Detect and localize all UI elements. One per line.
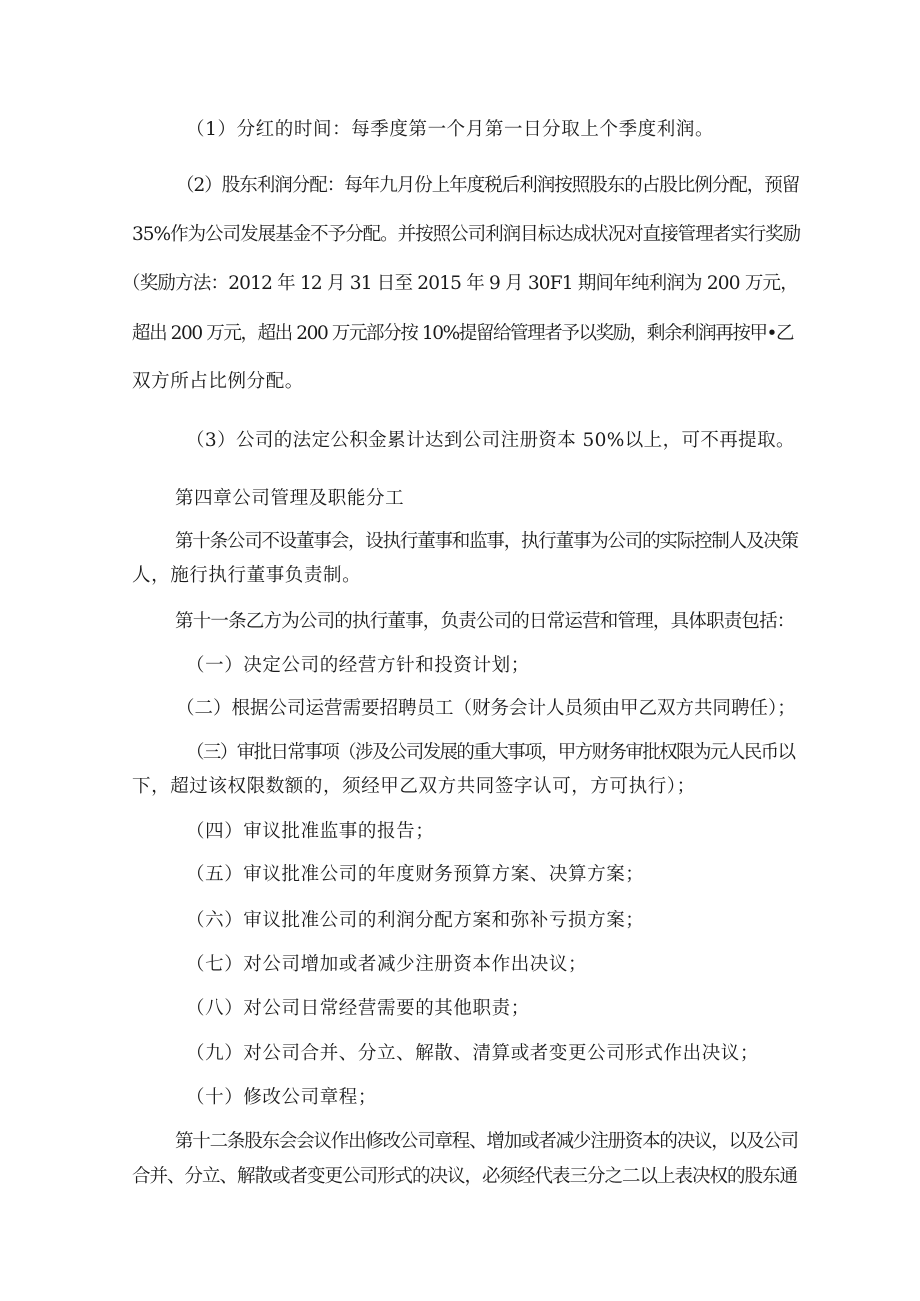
text-line: （3）公司的法定公积金累计达到公司注册资本 50%以上，可不再提取。 — [186, 430, 795, 451]
text-line: 35%作为公司发展基金不予分配。并按照公司利润目标达成状况对直接管理者实行奖励 — [132, 224, 801, 245]
text-line: 下，超过该权限数额的，须经甲乙双方共同签字认可，方可执行）； — [132, 776, 696, 797]
text-line: （2）股东利润分配：每年九月份上年度税后利润按照股东的占股比例分配，预留 — [176, 175, 800, 196]
text-line: 第十一条乙方为公司的执行董事，负责公司的日常运营和管理，具体职责包括： — [175, 611, 795, 632]
text-line: 双方所占比例分配。 — [132, 371, 304, 392]
text-line: （奖励方法：2012 年 12 月 31 日至 2015 年 9 月 30F1 期间年纯利润为 200 万元， — [122, 273, 798, 294]
text-line: 合并、分立、解散或者变更公司形式的决议，必须经代表三分之二以上表决权的股东通 — [132, 1166, 798, 1187]
text-line: （十）修改公司章程； — [186, 1087, 378, 1108]
text-line: 第十二条股东会会议作出修改公司章程、增加或者减少注册资本的决议，以及公司 — [175, 1131, 798, 1152]
text-line: （二）根据公司运营需要招聘员工（财务会计人员须由甲乙双方共同聘任）； — [176, 698, 796, 719]
text-line: （三）审批日常事项（涉及公司发展的重大事项，甲方财务审批权限为元人民币以 — [186, 742, 795, 763]
text-line: （七）对公司增加或者减少注册资本作出决议； — [186, 954, 588, 975]
text-line: 人，施行执行董事负责制。 — [132, 565, 362, 586]
text-line: 第十条公司不设董事会，设执行董事和监事，执行董事为公司的实际控制人及决策 — [175, 531, 798, 552]
chapter-title: 第四章公司管理及职能分工 — [175, 488, 405, 509]
text-line: （九）对公司合并、分立、解散、清算或者变更公司形式作出决议； — [186, 1043, 760, 1064]
text-line: （八）对公司日常经营需要的其他职责； — [186, 998, 530, 1019]
text-line: （1）分红的时间：每季度第一个月第一日分取上个季度利润。 — [186, 119, 715, 140]
text-line: （六）审议批准公司的利润分配方案和弥补亏损方案； — [186, 910, 645, 931]
text-line: （四）审议批准监事的报告； — [186, 821, 435, 842]
text-line: 超出 200 万元，超出 200 万元部分按 10%提留给管理者予以奖励，剩余利润再按甲•乙 — [132, 323, 794, 344]
text-line: （五）审议批准公司的年度财务预算方案、决算方案； — [186, 864, 645, 885]
text-line: （一）决定公司的经营方针和投资计划； — [186, 655, 530, 676]
